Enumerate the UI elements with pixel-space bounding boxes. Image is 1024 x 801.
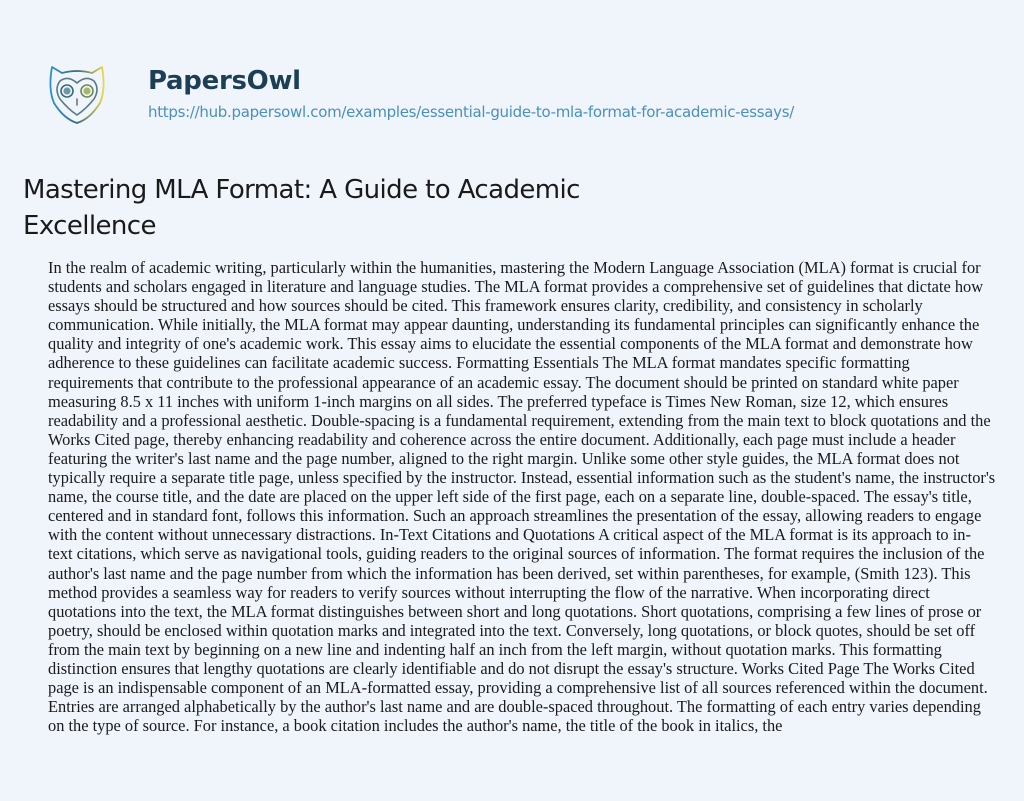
body-line: page is an indispensable component of an MLA-formatted essay, providing a comprehensive list of all sources referenced within the document.	[48, 678, 988, 698]
body-line: featuring the writer's last name and the page number, aligned to the right margin. Unlike some other style guides, the MLA format does not	[48, 448, 960, 468]
body-line: centered and in standard font, follows this information. Such an approach streamlines the presentation of the essay, allowing readers to engage	[48, 506, 982, 526]
owl-logo-icon[interactable]	[46, 61, 108, 125]
body-line: poetry, should be enclosed within quotation marks and integrated into the text. Conversely, long quotations, or block quotes, should be set off	[48, 620, 976, 640]
body-line: on the type of source. For instance, a book citation includes the author's name, the title of the book in italics, the	[48, 716, 783, 736]
body-line: students and scholars engaged in literature and language studies. The MLA format provides a comprehensive set of guidelines that dictate how	[48, 277, 984, 297]
body-line: readability and a professional aesthetic. Double-spacing is a fundamental requirement, extending from the main text to block quotations and the	[48, 410, 991, 430]
article-body	[48, 258, 996, 736]
body-line: adherence to these guidelines can facilitate academic success. Formatting Essentials The MLA format mandates specific formatting	[48, 353, 910, 373]
source-url-link[interactable]: https://hub.papersowl.com/examples/essential-guide-to-mla-format-for-academic-essays/	[148, 103, 794, 121]
body-line: requirements that contribute to the professional appearance of an academic essay. The document should be printed on standard white paper	[48, 372, 959, 392]
body-line: with the content without unnecessary distractions. In-Text Citations and Quotations A critical aspect of the MLA format is its approach to in-	[48, 525, 971, 545]
site-header	[46, 63, 794, 125]
body-line: In the realm of academic writing, particularly within the humanities, mastering the Modern Language Association (MLA) format is crucial for	[48, 258, 981, 277]
body-line: quality and integrity of one's academic work. This essay aims to elucidate the essential components of the MLA format and demonstrate how	[48, 334, 973, 354]
body-line: from the main text by beginning on a new line and indenting half an inch from the left margin, without quotation marks. This formatting	[48, 639, 942, 659]
body-line: measuring 8.5 x 11 inches with uniform 1-inch margins on all sides. The preferred typeface is Times New Roman, size 12, which ensures	[48, 391, 949, 411]
body-line: method provides a seamless way for readers to verify sources without interrupting the flow of the narrative. When incorporating direct	[48, 582, 930, 602]
brand-block	[148, 63, 794, 121]
body-line: quotations into the text, the MLA format distinguishes between short and long quotations. Short quotations, comprising a few lines of prose or	[48, 601, 982, 621]
body-line: typically require a separate title page, unless specified by the instructor. Instead, essential information such as the student's name, the instructor's	[48, 468, 996, 488]
body-line: Works Cited page, thereby enhancing readability and coherence across the entire document. Additionally, each page must include a header	[48, 429, 956, 449]
article-title: Mastering MLA Format: A Guide to Academic Excellence	[23, 175, 580, 241]
body-line: essays should be structured and how sources should be cited. This framework ensures clarity, credibility, and consistency in scholarly	[48, 296, 923, 316]
body-line: communication. While initially, the MLA format may appear daunting, understanding its fundamental principles can significantly enhance the	[48, 315, 980, 335]
body-line: author's last name and the page number from which the information has been derived, set within parentheses, for example, (Smith 123). This	[48, 563, 971, 583]
body-line: Entries are arranged alphabetically by the author's last name and are double-spaced throughout. The formatting of each entry varies depending	[48, 697, 981, 717]
body-line: text citations, which serve as navigational tools, guiding readers to the original sources of information. The format requires the inclusion of the	[48, 544, 985, 564]
body-line: name, the course title, and the date are placed on the upper left side of the first page, each on a separate line, double-spaced. The essay's title,	[48, 487, 972, 507]
brand-name[interactable]: PapersOwl	[148, 66, 301, 96]
body-line: distinction ensures that lengthy quotations are clearly identifiable and do not disrupt the essay's structure. Works Cited Page The Works Cited	[48, 658, 975, 678]
